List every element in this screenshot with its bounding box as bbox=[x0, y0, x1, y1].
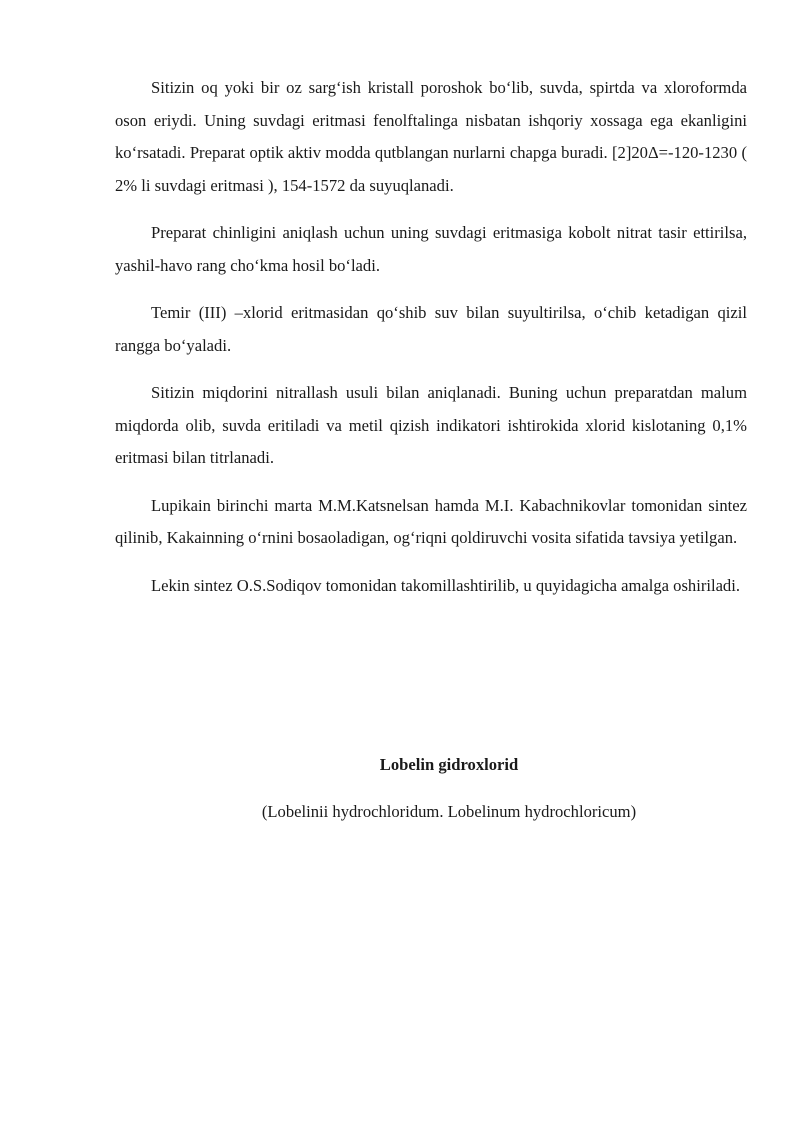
paragraph-sitizin-properties: Sitizin oq yoki bir oz sarg‘ish kristall poroshok bo‘lib, suvda, spirtda va xloroformda oson eriydi. Uning suvdagi eritmasi fenolftalinga nisbatan ishqoriy xossaga ega ekanligini ko‘rsatadi. Preparat optik aktiv modda qutblangan nurlarni chapga buradi. [2]20Δ=-120-1230 ( 2% li suvdagi eritmasi ), 154-1572 da suyuqlanadi. bbox=[115, 78, 747, 195]
document-body bbox=[115, 72, 747, 617]
paragraph-lupikain-synthesis: Lupikain birinchi marta M.M.Katsnelsan hamda M.I. Kabachnikovlar tomonidan sintez qilinib, Kakainning o‘rnini bosaoladigan, og‘riqni qoldiruvchi vosita sifatida tavsiya yetilgan. bbox=[115, 495, 747, 547]
paragraph-iron-chloride-test: Temir (III) –xlorid eritmasidan qo‘shib suv bilan suyultirilsa, o‘chib ketadigan qizil rangga bo‘yaladi. bbox=[115, 303, 747, 355]
paragraph-quantitative-analysis: Sitizin miqdorini nitrallash usuli bilan aniqlanadi. Buning uchun preparatdan malum miqdorda olib, suvda eritiladi va metil qizish indikatori ishtirokida xlorid kislotaning 0,1% eritmasi bilan titrlanadi. bbox=[115, 383, 747, 467]
section-subtitle: (Lobelinii hydrochloridum. Lobelinum hydrochloricum) bbox=[261, 802, 637, 821]
section-title: Lobelin gidroxlorid bbox=[379, 755, 519, 774]
paragraph-synthesis-improvement: Lekin sintez O.S.Sodiqov tomonidan takomillashtirilib, u quyidagicha amalga oshiriladi. bbox=[151, 575, 740, 595]
paragraph-identity-test: Preparat chinligini aniqlash uchun uning suvdagi eritmasiga kobolt nitrat tasir ettirilsa, yashil-havo rang cho‘kma hosil bo‘ladi. bbox=[115, 223, 747, 275]
